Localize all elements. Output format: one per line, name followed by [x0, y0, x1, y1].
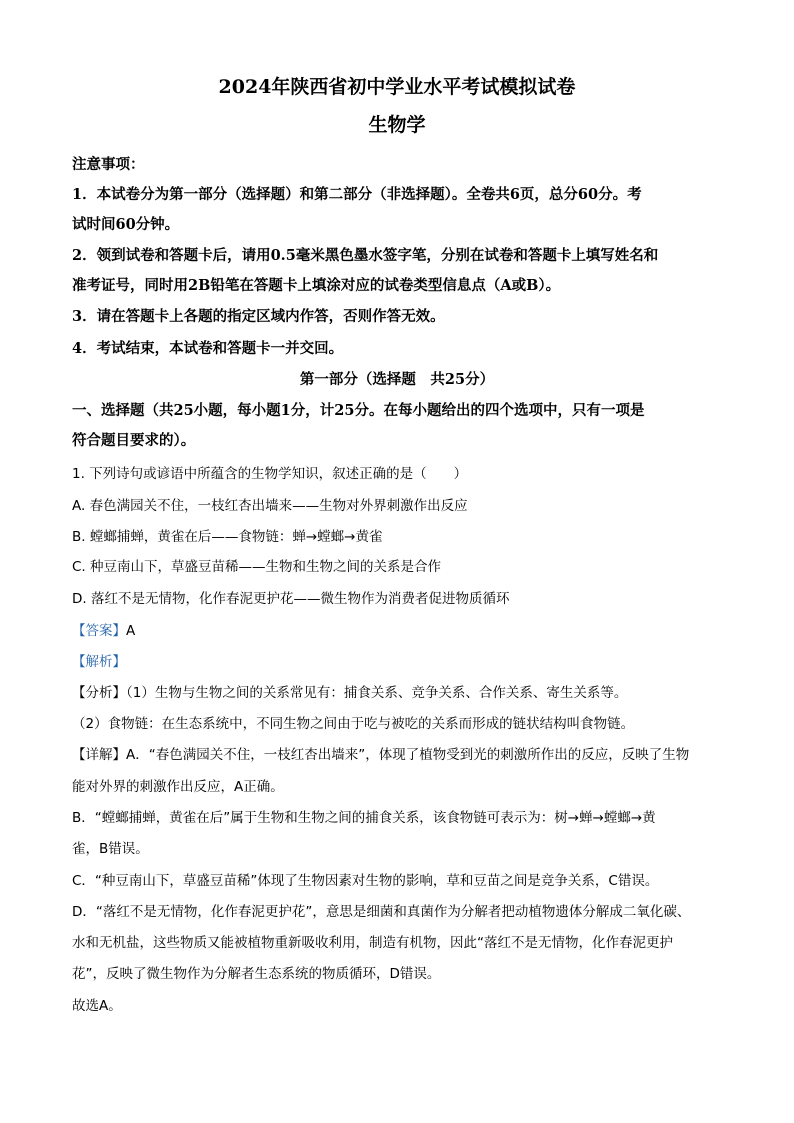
- part1-heading: 第一部分（选择题 共25分）: [299, 371, 495, 388]
- analysis-point-2: （2）食物链：在生态系统中，不同生物之间由于吃与被吃的关系而形成的链状结构叫食物链。: [72, 716, 635, 732]
- section-instruction-line-2: 符合题目要求的）。: [72, 432, 196, 449]
- notice-item-3: 3．请在答题卡上各题的指定区域内作答，否则作答无效。: [72, 308, 445, 325]
- notice-heading: 注意事项：: [72, 156, 145, 173]
- notice-item-1-line-2: 试时间60分钟。: [72, 216, 180, 233]
- question-1-option-b: B. 螳螂捕蝉，黄雀在后——食物链：蝉→螳螂→黄雀: [72, 529, 383, 545]
- detail-b-line-2: 雀，B错误。: [72, 841, 149, 857]
- notice-item-4: 4．考试结束，本试卷和答题卡一并交回。: [72, 340, 344, 357]
- analysis-line-1: [72, 681, 722, 701]
- detail-a-text: A．“春色满园关不住，一枝红杏出墙来”，体现了植物受到光的刺激所作出的反应，反映了生物: [126, 747, 690, 763]
- detail-b-line-1: B．“螳螂捕蝉，黄雀在后”属于生物和生物之间的捕食关系，该食物链可表示为：树→蝉→螳螂→黄: [72, 810, 656, 826]
- answer-tag: 【答案】: [72, 623, 126, 639]
- analysis-label: 【分析】: [72, 685, 126, 701]
- detail-d-line-1: D．“落红不是无情物，化作春泥更护花”，意思是细菌和真菌作为分解者把动植物遗体分解成二氧化碳、: [72, 904, 691, 920]
- detail-a-line-1: [72, 743, 722, 763]
- answer-value: A: [126, 623, 136, 639]
- subject-title: 生物学: [368, 114, 426, 136]
- question-1-option-c: C. 种豆南山下，草盛豆苗稀——生物和生物之间的关系是合作: [72, 559, 442, 575]
- detail-c: C．“种豆南山下，草盛豆苗稀”体现了生物因素对生物的影响，草和豆苗之间是竞争关系，C错误。: [72, 873, 659, 889]
- detail-a-line-2: 能对外界的刺激作出反应，A正确。: [72, 779, 284, 795]
- detail-d-line-2: 水和无机盐，这些物质又能被植物重新吸收利用，制造有机物，因此“落红不是无情物，化作春泥更护: [72, 935, 673, 951]
- detail-label: 【详解】: [72, 747, 126, 763]
- exam-title: 2024年陕西省初中学业水平考试模拟试卷: [218, 76, 576, 98]
- analysis-point-1: （1）生物与生物之间的关系常见有：捕食关系、竞争关系、合作关系、寄生关系等。: [126, 685, 628, 701]
- notice-item-2-line-1: 2．领到试卷和答题卡后，请用0.5毫米黑色墨水签字笔，分别在试卷和答题卡上填写姓名和: [72, 247, 659, 264]
- notice-item-2-line-2: 准考证号，同时用2B铅笔在答题卡上填涂对应的试卷类型信息点（A或B）。: [72, 277, 561, 294]
- analysis-tag: 【解析】: [72, 654, 126, 670]
- answer-line: [72, 619, 722, 639]
- notice-item-1-line-1: 1．本试卷分为第一部分（选择题）和第二部分（非选择题）。全卷共6页，总分60分。考: [72, 186, 642, 203]
- detail-d-line-3: 花”，反映了微生物作为分解者生态系统的物质循环，D错误。: [72, 966, 441, 982]
- question-1-option-a: A. 春色满园关不住，一枝红杏出墙来——生物对外界刺激作出反应: [72, 498, 468, 514]
- question-1-stem: 1. 下列诗句或谚语中所蕴含的生物学知识，叙述正确的是（ ）: [72, 466, 468, 482]
- section-instruction-line-1: 一、选择题（共25小题，每小题1分，计25分。在每小题给出的四个选项中，只有一项是: [72, 402, 645, 419]
- conclusion: 故选A。: [72, 998, 122, 1014]
- question-1-option-d: D. 落红不是无情物，化作春泥更护花——微生物作为消费者促进物质循环: [72, 591, 510, 607]
